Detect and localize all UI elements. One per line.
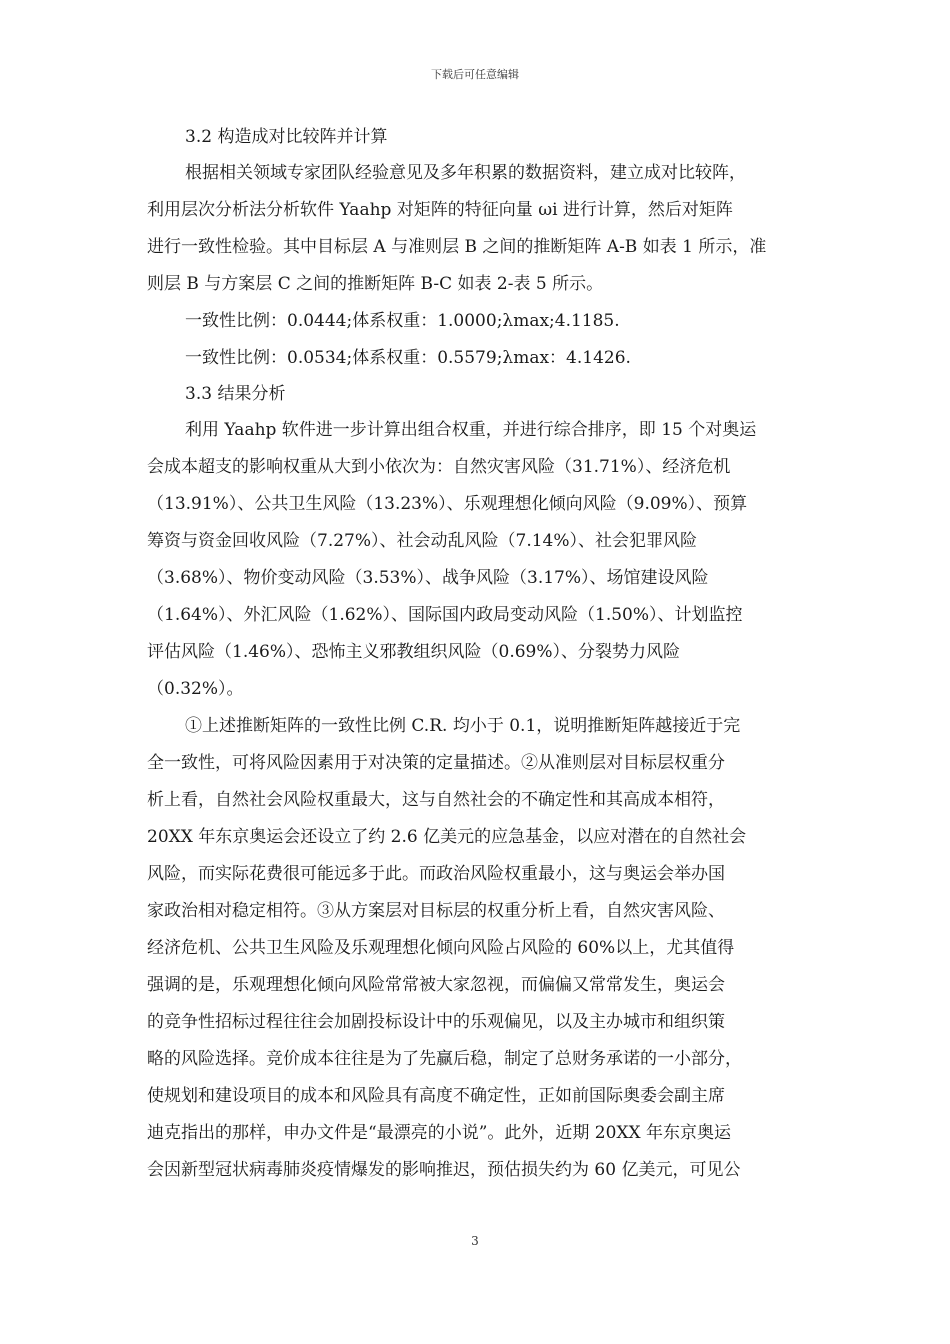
- paragraph-line: （0.32%）。: [147, 679, 244, 699]
- paragraph-line: 则层 B 与方案层 C 之间的推断矩阵 B-C 如表 2-表 5 所示。: [147, 274, 604, 294]
- paragraph-analysis: [147, 708, 807, 1189]
- paragraph-line: 会成本超支的影响权重从大到小依次为：自然灾害风险（31.71%）、经济危机: [147, 457, 731, 477]
- paragraph-line: 20XX 年东京奥运会还设立了约 2.6 亿美元的应急基金，以应对潜在的自然社会: [147, 827, 747, 847]
- paragraph-line: 家政治相对稳定相符。③从方案层对目标层的权重分析上看，自然灾害风险、: [147, 901, 725, 921]
- document-body: [147, 120, 807, 1189]
- paragraph-line: 进行一致性检验。其中目标层 A 与准则层 B 之间的推断矩阵 A-B 如表 1 所示，准: [147, 237, 767, 257]
- paragraph-weight-ranking: [147, 412, 807, 708]
- paragraph-line: 析上看，自然社会风险权重最大，这与自然社会的不确定性和其高成本相符，: [147, 790, 725, 810]
- paragraph-line: （1.64%）、外汇风险（1.62%）、国际国内政局变动风险（1.50%）、计划监控: [147, 605, 743, 625]
- paragraph-line: 全一致性，可将风险因素用于对决策的定量描述。②从准则层对目标层权重分: [147, 753, 725, 773]
- paragraph-line: 会因新型冠状病毒肺炎疫情爆发的影响推迟，预估损失约为 60 亿美元，可见公: [147, 1160, 741, 1180]
- paragraph-line: 使规划和建设项目的成本和风险具有高度不确定性，正如前国际奥委会副主席: [147, 1086, 725, 1106]
- paragraph-line: 迪克指出的那样，申办文件是“最漂亮的小说”。此外，近期 20XX 年东京奥运: [147, 1123, 732, 1143]
- section-heading-3-3: 3.3 结果分析: [185, 384, 286, 404]
- paragraph-line: （3.68%）、物价变动风险（3.53%）、战争风险（3.17%）、场馆建设风险: [147, 568, 709, 588]
- paragraph-line: 根据相关领域专家团队经验意见及多年积累的数据资料，建立成对比较阵，: [185, 163, 746, 183]
- paragraph-line: 评估风险（1.46%）、恐怖主义邪教组织风险（0.69%）、分裂势力风险: [147, 642, 681, 662]
- paragraph-line: 利用 Yaahp 软件进一步计算出组合权重，并进行综合排序，即 15 个对奥运: [185, 420, 757, 440]
- paragraph-line: 筹资与资金回收风险（7.27%）、社会动乱风险（7.14%）、社会犯罪风险: [147, 531, 698, 551]
- paragraph-line: 风险，而实际花费很可能远多于此。而政治风险权重最小，这与奥运会举办国: [147, 864, 725, 884]
- page-number: 3: [471, 1234, 479, 1248]
- paragraph-line: （13.91%）、公共卫生风险（13.23%）、乐观理想化倾向风险（9.09%）、预算: [147, 494, 748, 514]
- paragraph-line: 的竞争性招标过程往往会加剧投标设计中的乐观偏见，以及主办城市和组织策: [147, 1012, 725, 1032]
- paragraph-line: 略的风险选择。竞价成本往往是为了先赢后稳，制定了总财务承诺的一小部分，: [147, 1049, 742, 1069]
- page-header: 下载后可任意编辑: [431, 68, 519, 81]
- consistency-stat-1: 一致性比例：0.0444;体系权重：1.0000;λmax;4.1185.: [185, 311, 620, 331]
- consistency-stat-2: 一致性比例：0.0534;体系权重：0.5579;λmax：4.1426.: [185, 348, 631, 368]
- paragraph-line: 强调的是，乐观理想化倾向风险常常被大家忽视，而偏偏又常常发生，奥运会: [147, 975, 725, 995]
- paragraph-line: 利用层次分析法分析软件 Yaahp 对矩阵的特征向量 ωi 进行计算，然后对矩阵: [147, 200, 733, 220]
- section-heading-3-2: 3.2 构造成对比较阵并计算: [185, 127, 388, 147]
- paragraph-matrix-construction: [147, 155, 807, 303]
- paragraph-line: ①上述推断矩阵的一致性比例 C.R. 均小于 0.1，说明推断矩阵越接近于完: [185, 716, 741, 736]
- paragraph-line: 经济危机、公共卫生风险及乐观理想化倾向风险占风险的 60%以上，尤其值得: [147, 938, 735, 958]
